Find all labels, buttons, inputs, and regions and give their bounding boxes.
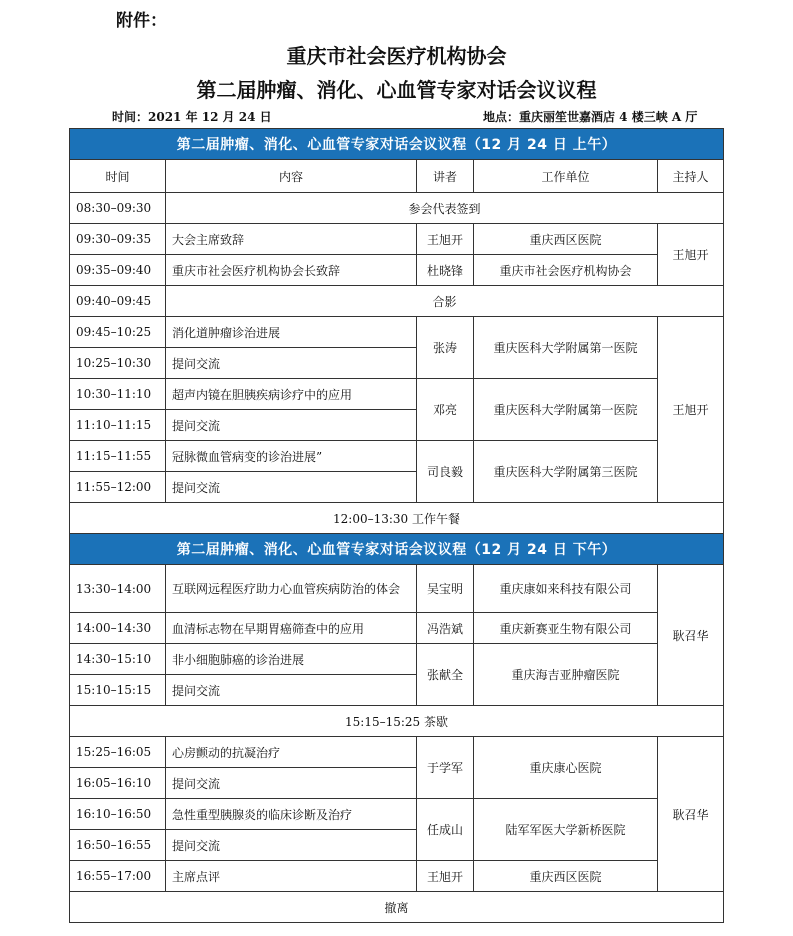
afternoon-band-title: 第二届肿瘤、消化、心血管专家对话会议议程（12 月 24 日 下午）: [70, 534, 724, 565]
content-cell: 血清标志物在早期胃癌筛查中的应用: [166, 613, 417, 644]
table-row: [70, 441, 724, 472]
content-cell: 提问交流: [166, 675, 417, 706]
document-title: 重庆市社会医疗机构协会: [286, 44, 507, 68]
organization-cell: 重庆医科大学附属第三医院: [474, 441, 658, 503]
speaker-cell: 邓亮: [417, 379, 474, 441]
content-cell: 重庆市社会医疗机构协会长致辞: [166, 255, 417, 286]
morning-band-title: 第二届肿瘤、消化、心血管专家对话会议议程（12 月 24 日 上午）: [70, 129, 724, 160]
morning-band: [70, 129, 724, 160]
time-cell: 09:30–09:35: [70, 224, 166, 255]
speaker-cell: 冯浩斌: [417, 613, 474, 644]
table-row: [70, 861, 724, 892]
speaker-cell: 吴宝明: [417, 565, 474, 613]
content-cell: 提问交流: [166, 768, 417, 799]
speaker-cell: 任成山: [417, 799, 474, 861]
content-cell: 非小细胞肺癌的诊治进展: [166, 644, 417, 675]
time-cell: 16:50–16:55: [70, 830, 166, 861]
table-row: [70, 799, 724, 830]
speaker-cell: 张涛: [417, 317, 474, 379]
time-cell: 14:30–15:10: [70, 644, 166, 675]
agenda-table: [69, 128, 724, 923]
content-cell: 消化道肿瘤诊治进展: [166, 317, 417, 348]
lunch-row: [70, 503, 724, 534]
content-cell: 大会主席致辞: [166, 224, 417, 255]
content-cell: 提问交流: [166, 410, 417, 441]
table-row: [70, 317, 724, 348]
organization-cell: 陆军军医大学新桥医院: [474, 799, 658, 861]
tea-break: 15:15–15:25 茶歇: [70, 706, 724, 737]
table-row: [70, 255, 724, 286]
content-cell: 参会代表签到: [166, 193, 724, 224]
organization-cell: 重庆医科大学附属第一医院: [474, 317, 658, 379]
attachment-label: 附件：: [116, 11, 167, 31]
time-cell: 14:00–14:30: [70, 613, 166, 644]
organization-cell: 重庆医科大学附属第一医院: [474, 379, 658, 441]
header-content: 内容: [166, 160, 417, 193]
table-row: [70, 379, 724, 410]
organization-cell: 重庆西区医院: [474, 224, 658, 255]
header-speaker: 讲者: [417, 160, 474, 193]
host-cell: 耿召华: [658, 565, 724, 706]
time-cell: 11:15–11:55: [70, 441, 166, 472]
meeting-time: 时间：2021 年 12 月 24 日: [112, 110, 272, 124]
lunch-break: 12:00–13:30 工作午餐: [70, 503, 724, 534]
speaker-cell: 王旭开: [417, 224, 474, 255]
time-cell: 10:30–11:10: [70, 379, 166, 410]
content-cell: 主席点评: [166, 861, 417, 892]
table-row: [70, 644, 724, 675]
organization-cell: 重庆市社会医疗机构协会: [474, 255, 658, 286]
content-cell: 冠脉微血管病变的诊治进展”: [166, 441, 417, 472]
organization-cell: 重庆西区医院: [474, 861, 658, 892]
speaker-cell: 王旭开: [417, 861, 474, 892]
content-cell: 提问交流: [166, 472, 417, 503]
table-row: [70, 565, 724, 613]
time-cell: 15:25–16:05: [70, 737, 166, 768]
document-subtitle: 第二届肿瘤、消化、心血管专家对话会议议程: [196, 78, 597, 102]
table-row: [70, 224, 724, 255]
time-cell: 08:30–09:30: [70, 193, 166, 224]
host-cell: 耿召华: [658, 737, 724, 892]
table-row: [70, 286, 724, 317]
header-time: 时间: [70, 160, 166, 193]
time-cell: 09:35–09:40: [70, 255, 166, 286]
header-row: [70, 160, 724, 193]
time-cell: 13:30–14:00: [70, 565, 166, 613]
table-row: [70, 737, 724, 768]
speaker-cell: 司良毅: [417, 441, 474, 503]
header-host: 主持人: [658, 160, 724, 193]
time-cell: 16:55–17:00: [70, 861, 166, 892]
time-cell: 15:10–15:15: [70, 675, 166, 706]
afternoon-band: [70, 534, 724, 565]
speaker-cell: 张献全: [417, 644, 474, 706]
host-cell: 王旭开: [658, 224, 724, 286]
content-cell: 提问交流: [166, 830, 417, 861]
time-cell: 16:10–16:50: [70, 799, 166, 830]
speaker-cell: 于学军: [417, 737, 474, 799]
speaker-cell: 杜晓锋: [417, 255, 474, 286]
table-row: [70, 193, 724, 224]
organization-cell: 重庆康如来科技有限公司: [474, 565, 658, 613]
tea-row: [70, 706, 724, 737]
meeting-location: 地点：重庆丽笙世嘉酒店 4 楼三峡 A 厅: [483, 110, 698, 124]
time-cell: 10:25–10:30: [70, 348, 166, 379]
organization-cell: 重庆海吉亚肿瘤医院: [474, 644, 658, 706]
content-cell: 心房颤动的抗凝治疗: [166, 737, 417, 768]
content-cell: 急性重型胰腺炎的临床诊断及治疗: [166, 799, 417, 830]
time-cell: 16:05–16:10: [70, 768, 166, 799]
time-cell: 11:55–12:00: [70, 472, 166, 503]
organization-cell: 重庆康心医院: [474, 737, 658, 799]
content-cell: 互联网远程医疗助力心血管疾病防治的体会: [166, 565, 417, 613]
organization-cell: 重庆新赛亚生物有限公司: [474, 613, 658, 644]
content-cell: 提问交流: [166, 348, 417, 379]
time-cell: 09:45–10:25: [70, 317, 166, 348]
content-cell: 超声内镜在胆胰疾病诊疗中的应用: [166, 379, 417, 410]
host-cell: 王旭开: [658, 317, 724, 503]
content-cell: 合影: [166, 286, 724, 317]
table-row: [70, 613, 724, 644]
time-cell: 09:40–09:45: [70, 286, 166, 317]
header-organization: 工作单位: [474, 160, 658, 193]
closing-cell: 撤离: [70, 892, 724, 923]
time-cell: 11:10–11:15: [70, 410, 166, 441]
closing-row: [70, 892, 724, 923]
